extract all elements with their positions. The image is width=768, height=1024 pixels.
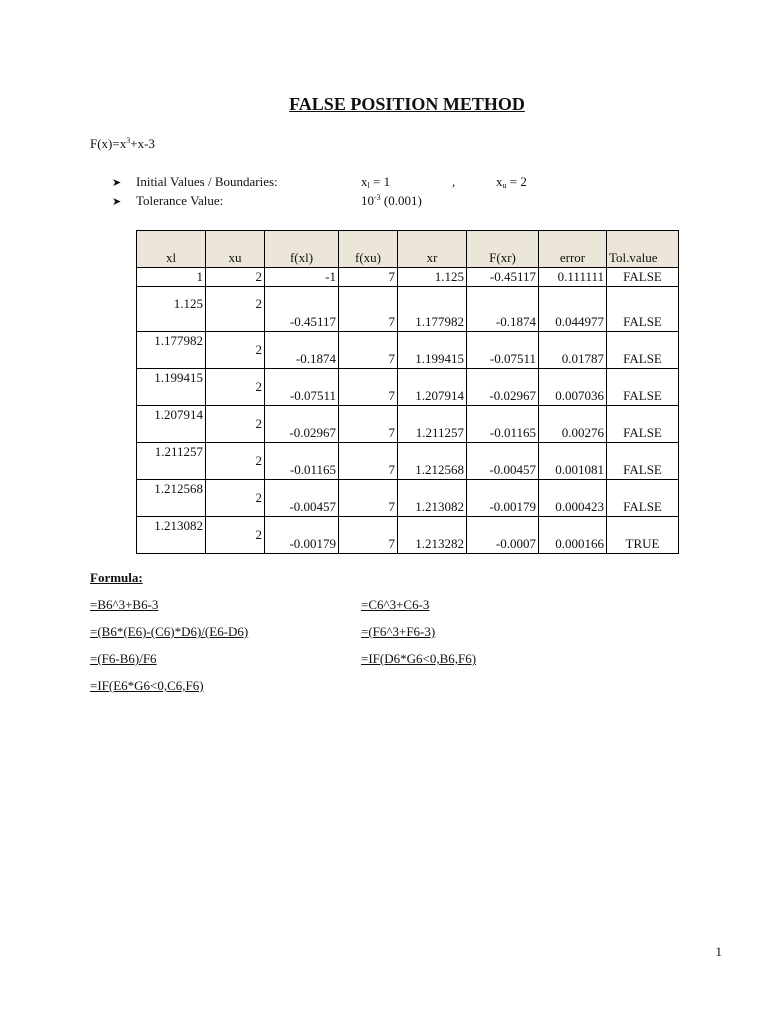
header-xl: xl bbox=[137, 231, 206, 268]
cell-xl: 1.207914 bbox=[137, 406, 206, 443]
cell-fxl: -0.00457 bbox=[265, 480, 339, 517]
header-xu: xu bbox=[206, 231, 265, 268]
formula-right-2: =(F6^3+F6-3) bbox=[361, 624, 436, 639]
cell-xu: 2 bbox=[206, 332, 265, 369]
cell-xl: 1.211257 bbox=[137, 443, 206, 480]
cell-fxl: -1 bbox=[265, 268, 339, 287]
cell-fxr: -0.0007 bbox=[467, 517, 539, 554]
page-number: 1 bbox=[715, 944, 722, 959]
xl-value: $x_l = 1$ bbox=[361, 174, 391, 190]
cell-xu: 2 bbox=[206, 268, 265, 287]
xu-value: $x_u = 2$ bbox=[496, 174, 527, 190]
cell-error: 0.007036 bbox=[539, 369, 607, 406]
cell-fxl: -0.02967 bbox=[265, 406, 339, 443]
cell-xu: 2 bbox=[206, 406, 265, 443]
cell-fxu: 7 bbox=[339, 287, 398, 332]
cell-xr: 1.199415 bbox=[398, 332, 467, 369]
initial-values-label: Initial Values / Boundaries: bbox=[136, 174, 278, 189]
cell-fxr: -0.1874 bbox=[467, 287, 539, 332]
cell-tol: FALSE bbox=[607, 406, 679, 443]
cell-fxr: -0.00457 bbox=[467, 443, 539, 480]
separator: , bbox=[452, 174, 456, 189]
cell-fxu: 7 bbox=[339, 443, 398, 480]
header-fxr: F(xr) bbox=[467, 231, 539, 268]
cell-xl: 1.213082 bbox=[137, 517, 206, 554]
cell-xu: 2 bbox=[206, 517, 265, 554]
formula-heading: Formula: bbox=[90, 570, 143, 585]
cell-xl: 1.125 bbox=[137, 287, 206, 332]
cell-xl: 1.177982 bbox=[137, 332, 206, 369]
formula-right-1: =C6^3+C6-3 bbox=[361, 597, 430, 612]
cell-fxu: 7 bbox=[339, 268, 398, 287]
cell-error: 0.001081 bbox=[539, 443, 607, 480]
table-row bbox=[137, 517, 679, 554]
cell-fxu: 7 bbox=[339, 332, 398, 369]
table-row bbox=[137, 287, 679, 332]
cell-fxl: -0.00179 bbox=[265, 517, 339, 554]
cell-error: 0.000166 bbox=[539, 517, 607, 554]
table-row bbox=[137, 443, 679, 480]
cell-tol: FALSE bbox=[607, 332, 679, 369]
tolerance-label: Tolerance Value: bbox=[136, 193, 224, 208]
cell-fxl: -0.1874 bbox=[265, 332, 339, 369]
table-row bbox=[137, 268, 679, 287]
cell-xu: 2 bbox=[206, 369, 265, 406]
cell-tol: FALSE bbox=[607, 287, 679, 332]
page-title: FALSE POSITION METHOD bbox=[289, 94, 525, 114]
cell-xl: 1.212568 bbox=[137, 480, 206, 517]
iteration-table bbox=[136, 230, 679, 554]
cell-error: 0.044977 bbox=[539, 287, 607, 332]
header-fxl: f(xl) bbox=[265, 231, 339, 268]
table-row bbox=[137, 369, 679, 406]
cell-fxr: -0.01165 bbox=[467, 406, 539, 443]
cell-xr: 1.177982 bbox=[398, 287, 467, 332]
cell-fxr: -0.02967 bbox=[467, 369, 539, 406]
cell-tol: FALSE bbox=[607, 443, 679, 480]
cell-tol: FALSE bbox=[607, 268, 679, 287]
cell-fxr: -0.07511 bbox=[467, 332, 539, 369]
cell-fxu: 7 bbox=[339, 517, 398, 554]
cell-fxu: 7 bbox=[339, 406, 398, 443]
cell-xr: 1.213082 bbox=[398, 480, 467, 517]
cell-error: 0.01787 bbox=[539, 332, 607, 369]
table-row bbox=[137, 406, 679, 443]
tolerance-value: $10^{-3}$ (0.001) bbox=[361, 193, 422, 208]
table-row bbox=[137, 332, 679, 369]
cell-fxr: -0.45117 bbox=[467, 268, 539, 287]
cell-tol: FALSE bbox=[607, 480, 679, 517]
cell-xu: 2 bbox=[206, 287, 265, 332]
cell-error: 0.111111 bbox=[539, 268, 607, 287]
cell-xl: 1 bbox=[137, 268, 206, 287]
header-xr: xr bbox=[398, 231, 467, 268]
cell-error: 0.00276 bbox=[539, 406, 607, 443]
formula-left-1: =B6^3+B6-3 bbox=[90, 597, 159, 612]
cell-xr: 1.212568 bbox=[398, 443, 467, 480]
cell-xr: 1.207914 bbox=[398, 369, 467, 406]
cell-xl: 1.199415 bbox=[137, 369, 206, 406]
bullet-arrow-icon: ➤ bbox=[112, 196, 122, 208]
formula-right-3: =IF(D6*G6<0,B6,F6) bbox=[361, 651, 477, 666]
cell-tol: TRUE bbox=[607, 517, 679, 554]
header-error: error bbox=[539, 231, 607, 268]
table-row bbox=[137, 480, 679, 517]
header-tol-value: Tol.value bbox=[607, 231, 679, 268]
bullet-arrow-icon: ➤ bbox=[112, 177, 122, 189]
cell-xr: 1.211257 bbox=[398, 406, 467, 443]
cell-tol: FALSE bbox=[607, 369, 679, 406]
cell-fxl: -0.07511 bbox=[265, 369, 339, 406]
formula-left-4: =IF(E6*G6<0,C6,F6) bbox=[90, 678, 204, 693]
function-definition: $F(x)=x^3+x-3$ bbox=[90, 136, 155, 151]
cell-fxu: 7 bbox=[339, 369, 398, 406]
header-fxu: f(xu) bbox=[339, 231, 398, 268]
cell-fxl: -0.01165 bbox=[265, 443, 339, 480]
cell-fxu: 7 bbox=[339, 480, 398, 517]
cell-xu: 2 bbox=[206, 480, 265, 517]
cell-xr: 1.213282 bbox=[398, 517, 467, 554]
cell-xr: 1.125 bbox=[398, 268, 467, 287]
cell-error: 0.000423 bbox=[539, 480, 607, 517]
cell-fxr: -0.00179 bbox=[467, 480, 539, 517]
formula-left-3: =(F6-B6)/F6 bbox=[90, 651, 157, 666]
cell-fxl: -0.45117 bbox=[265, 287, 339, 332]
cell-xu: 2 bbox=[206, 443, 265, 480]
formula-left-2: =(B6*(E6)-(C6)*D6)/(E6-D6) bbox=[90, 624, 249, 639]
